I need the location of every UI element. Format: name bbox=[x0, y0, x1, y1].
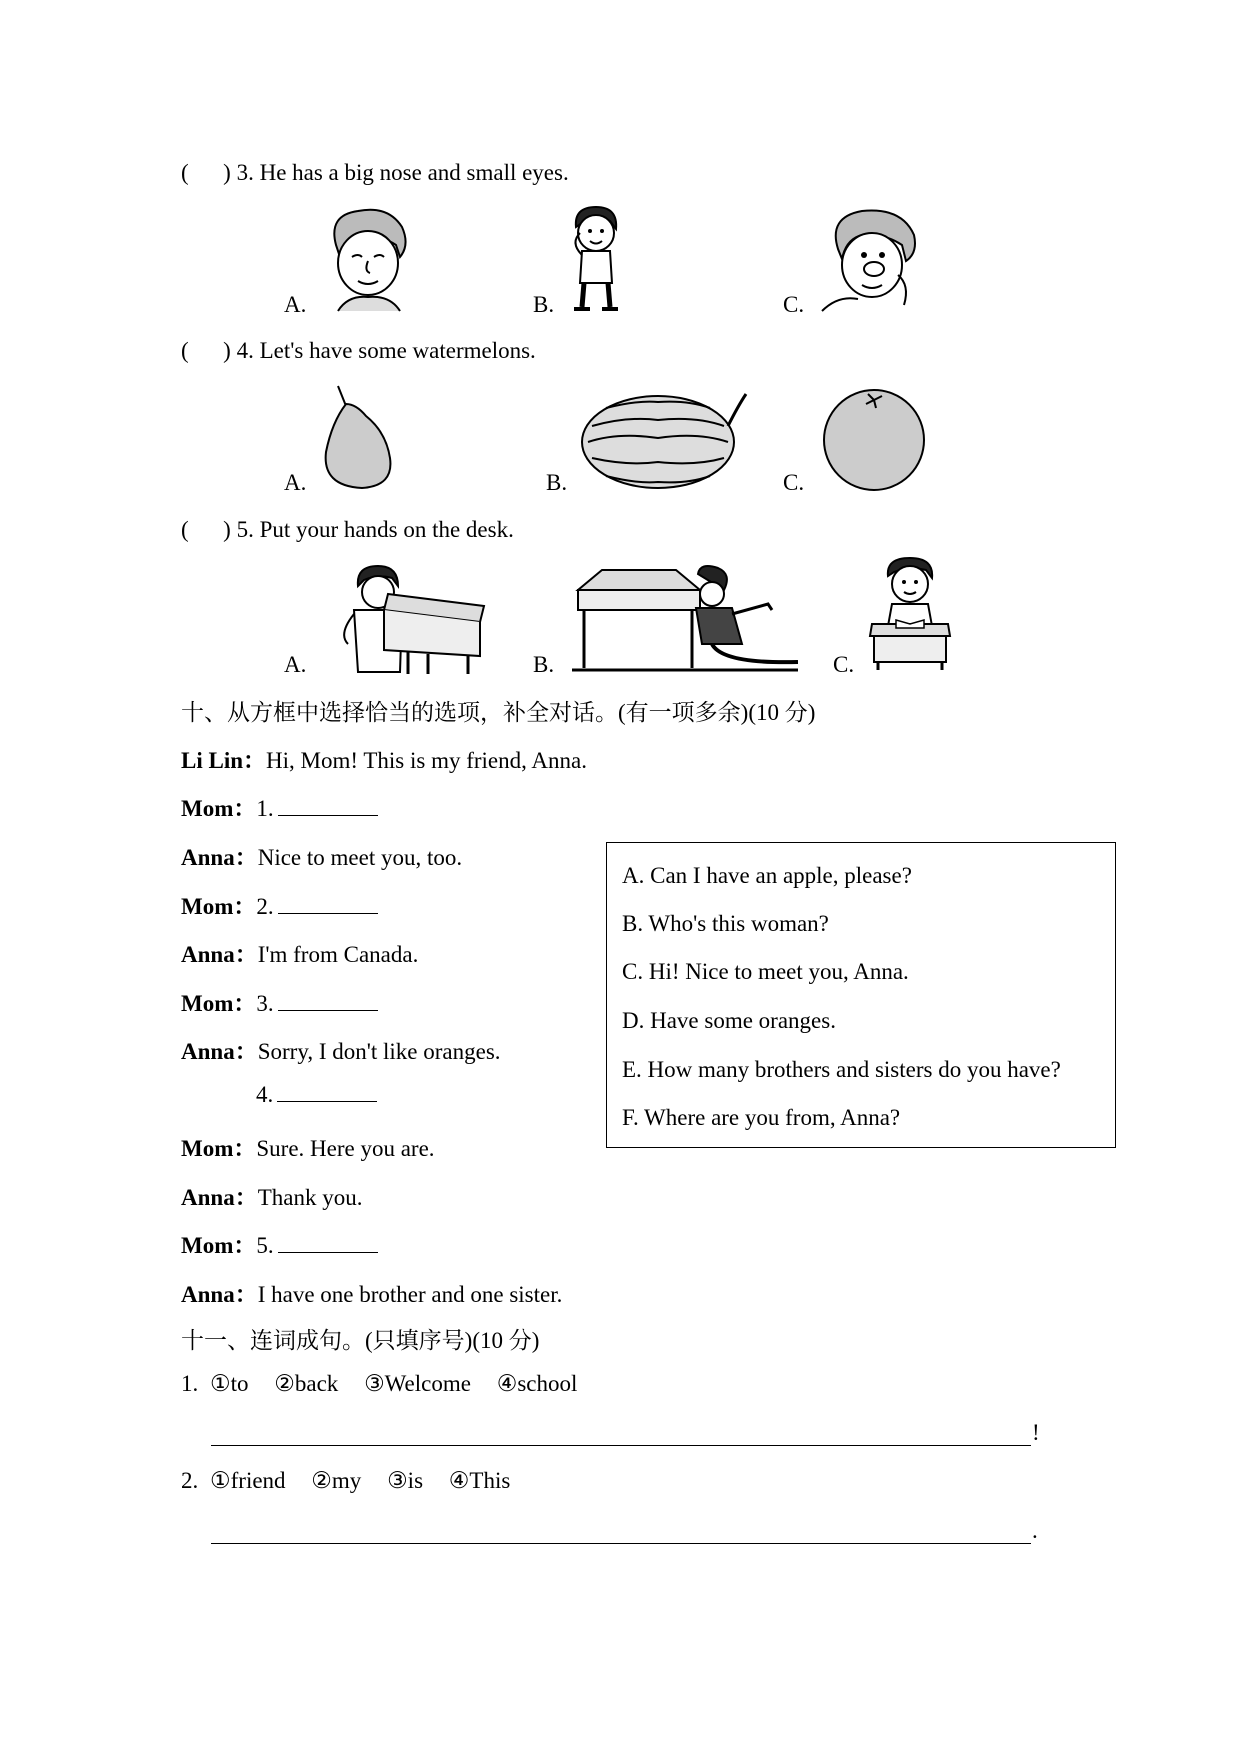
section-11-title: 十一、连词成句。(只填序号)(10 分) bbox=[181, 1328, 540, 1353]
question-4: ( ) 4. Let's have some watermelons. bbox=[181, 338, 536, 363]
option-label: C. bbox=[833, 652, 855, 677]
line-text: 1. bbox=[256, 796, 274, 821]
answer-blank[interactable] bbox=[278, 1234, 378, 1253]
dialogue-line bbox=[181, 936, 418, 969]
pear-icon bbox=[316, 382, 396, 492]
answer-paren[interactable]: ( ) bbox=[181, 160, 231, 185]
option-a: A. Can I have an apple, please? bbox=[622, 863, 912, 888]
boy-beside-desk-icon bbox=[318, 564, 486, 674]
question-number: 3 bbox=[236, 160, 249, 185]
dialogue-line bbox=[181, 839, 462, 872]
item-number: 2. bbox=[181, 1468, 199, 1493]
dialogue-line bbox=[181, 985, 378, 1018]
line-text: Thank you. bbox=[257, 1185, 363, 1210]
word: ①to bbox=[210, 1371, 249, 1396]
word: ③is bbox=[387, 1468, 424, 1493]
option-label: A. bbox=[284, 292, 307, 317]
boy-at-desk-icon bbox=[866, 556, 956, 672]
speaker: Mom： bbox=[181, 991, 257, 1016]
line-text: Hi, Mom! This is my friend, Anna. bbox=[266, 748, 587, 773]
answer-line[interactable] bbox=[211, 1445, 1031, 1446]
answer-paren[interactable]: ( ) bbox=[181, 338, 231, 363]
speaker: Mom： bbox=[181, 1136, 257, 1161]
speaker: Anna： bbox=[181, 1185, 258, 1210]
line-text: I have one brother and one sister. bbox=[257, 1282, 563, 1307]
dialogue-line bbox=[181, 1033, 501, 1066]
answer-blank[interactable] bbox=[277, 1083, 377, 1102]
watermelon-icon bbox=[578, 386, 748, 492]
dialogue-line bbox=[181, 888, 378, 921]
question-text: Put your hands on the desk. bbox=[259, 517, 514, 542]
word: ②my bbox=[311, 1468, 362, 1493]
word: ②back bbox=[274, 1371, 339, 1396]
dialogue-line bbox=[256, 1082, 377, 1108]
option-label: B. bbox=[546, 470, 568, 495]
word: ③Welcome bbox=[364, 1371, 471, 1396]
option-b: B. Who's this woman? bbox=[622, 911, 829, 936]
line-text: I'm from Canada. bbox=[257, 942, 419, 967]
answer-blank[interactable] bbox=[278, 895, 378, 914]
speaker: Mom： bbox=[181, 1233, 257, 1258]
option-e: E. How many brothers and sisters do you have? bbox=[622, 1057, 1061, 1082]
option-f: F. Where are you from, Anna? bbox=[622, 1105, 901, 1130]
girl-under-desk-icon bbox=[572, 564, 798, 674]
section-10-title: 十、从方框中选择恰当的选项，补全对话。(有一项多余)(10 分) bbox=[181, 700, 816, 725]
speaker: Mom： bbox=[181, 796, 257, 821]
answer-line[interactable] bbox=[211, 1543, 1031, 1544]
option-label: A. bbox=[284, 652, 307, 677]
option-c: C. Hi! Nice to meet you, Anna. bbox=[622, 959, 909, 984]
line-text: Sure. Here you are. bbox=[256, 1136, 435, 1161]
boy-face-icon bbox=[318, 205, 418, 313]
dialogue-line bbox=[181, 1130, 435, 1163]
speaker: Anna： bbox=[181, 1282, 258, 1307]
option-label: A. bbox=[284, 470, 307, 495]
question-number: 5 bbox=[236, 517, 249, 542]
dialogue-line bbox=[181, 790, 378, 823]
answer-blank[interactable] bbox=[278, 992, 378, 1011]
answer-blank[interactable] bbox=[278, 797, 378, 816]
speaker: Anna： bbox=[181, 845, 258, 870]
answer-paren[interactable]: ( ) bbox=[181, 517, 231, 542]
option-label: B. bbox=[533, 652, 555, 677]
orange-icon bbox=[818, 386, 930, 492]
speaker: Li Lin： bbox=[181, 748, 267, 773]
option-label: C. bbox=[783, 292, 805, 317]
question-number: 4 bbox=[236, 338, 249, 363]
boy-standing-icon bbox=[560, 203, 632, 315]
dialogue-line bbox=[181, 1179, 362, 1212]
question-text: Let's have some watermelons. bbox=[259, 338, 536, 363]
word: ④school bbox=[496, 1371, 578, 1396]
option-d: D. Have some oranges. bbox=[622, 1008, 836, 1033]
question-5: ( ) 5. Put your hands on the desk. bbox=[181, 517, 514, 542]
end-punctuation: . bbox=[1032, 1518, 1038, 1543]
line-text: 4. bbox=[256, 1082, 274, 1107]
line-text: Sorry, I don't like oranges. bbox=[257, 1039, 501, 1064]
word-order-item bbox=[181, 1371, 577, 1397]
option-label: B. bbox=[533, 292, 555, 317]
speaker: Anna： bbox=[181, 942, 258, 967]
dialogue-line bbox=[181, 1227, 378, 1260]
end-punctuation: ! bbox=[1032, 1420, 1040, 1445]
word: ④This bbox=[448, 1468, 511, 1493]
line-text: 5. bbox=[256, 1233, 274, 1258]
item-number: 1. bbox=[181, 1371, 199, 1396]
word-order-item bbox=[181, 1468, 510, 1494]
line-text: Nice to meet you, too. bbox=[257, 845, 463, 870]
speaker: Anna： bbox=[181, 1039, 258, 1064]
question-3: ( ) 3. He has a big nose and small eyes. bbox=[181, 160, 569, 185]
dialogue-line bbox=[181, 742, 587, 775]
option-label: C. bbox=[783, 470, 805, 495]
boy-big-nose-icon bbox=[818, 205, 928, 313]
options-box bbox=[606, 842, 1116, 1148]
question-text: He has a big nose and small eyes. bbox=[259, 160, 569, 185]
word: ①friend bbox=[210, 1468, 286, 1493]
speaker: Mom： bbox=[181, 894, 257, 919]
line-text: 2. bbox=[256, 894, 274, 919]
line-text: 3. bbox=[256, 991, 274, 1016]
dialogue-line bbox=[181, 1276, 562, 1309]
